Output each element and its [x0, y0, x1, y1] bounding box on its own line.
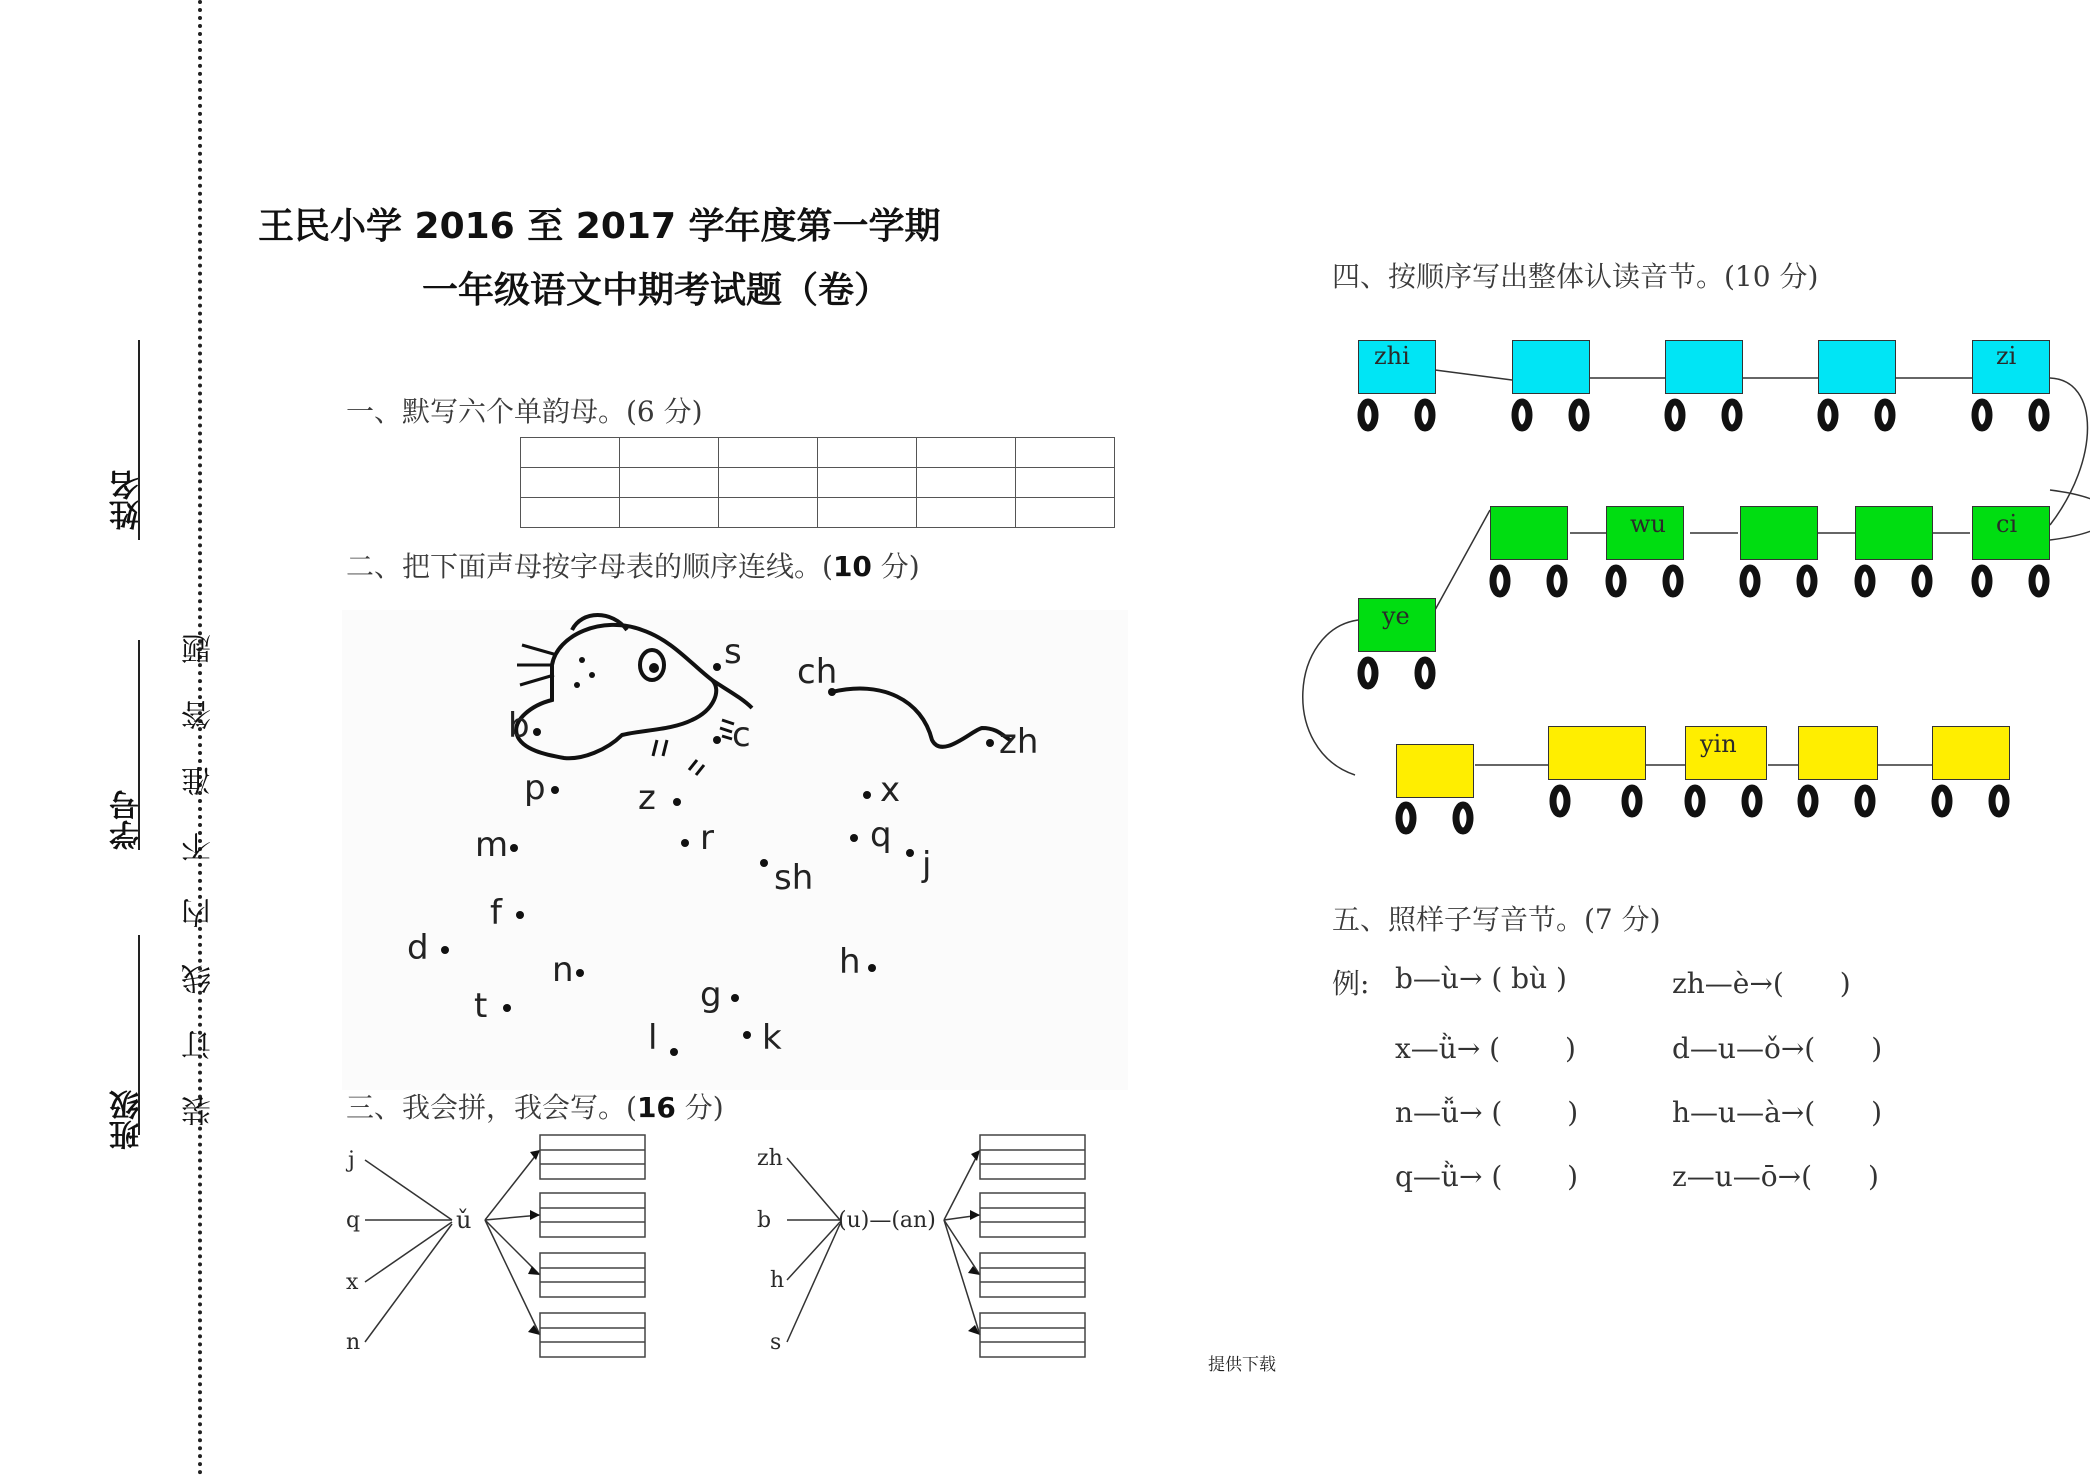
example-prefix: 例:: [1332, 967, 1370, 1000]
section3-title-text: 三、我会拼，我会写。(: [346, 1091, 637, 1124]
section3-unit: 分): [675, 1091, 724, 1124]
class-underline: [138, 935, 140, 1135]
puppy-outline: [342, 610, 1128, 1090]
section2-title: [346, 545, 920, 585]
letter-h: h: [839, 942, 861, 982]
spelling-diagram-left: [340, 1130, 660, 1370]
letter-j: j: [922, 845, 932, 885]
train-wheels: [1290, 320, 2090, 840]
letter-d: d: [407, 928, 429, 968]
spelling-diagram-right: [752, 1130, 1102, 1370]
q5-row3-left[interactable]: n—ǚ→ ( ): [1395, 1096, 1579, 1129]
car-label-ci: ci: [1996, 510, 2018, 538]
initial-q: q: [346, 1208, 361, 1233]
initial-zh: zh: [757, 1146, 783, 1171]
student-number-label: 学号: [110, 790, 145, 850]
letter-t: t: [474, 986, 488, 1026]
letter-z: z: [638, 778, 656, 818]
letter-sh: sh: [774, 858, 814, 898]
letter-m: m: [475, 825, 509, 865]
footer-text: 提供下载: [1208, 1355, 1276, 1375]
exam-title-line1: 王民小学 2016 至 2017 学年度第一学期: [258, 206, 941, 247]
train-diagram: [1290, 320, 2090, 840]
section5-title: 五、照样子写音节。(7 分): [1332, 903, 1661, 936]
q5-row1-right[interactable]: zh—è→( ): [1672, 967, 1851, 1000]
section4-title: 四、按顺序写出整体认读音节。(10 分): [1332, 260, 1819, 293]
number-underline: [138, 640, 140, 850]
car-label-zi: zi: [1996, 342, 2017, 370]
name-label: 姓名: [110, 470, 145, 530]
q5-row1-left: b—ù→ ( bù ): [1395, 962, 1567, 995]
q5-row4-right[interactable]: z—u—ō→( ): [1672, 1160, 1879, 1193]
section2-score: 10: [832, 550, 872, 583]
car-label-wu: wu: [1630, 510, 1666, 538]
letter-s: s: [724, 632, 742, 672]
letter-l: l: [648, 1018, 658, 1058]
vowel-writing-grid[interactable]: [520, 437, 1115, 528]
q5-row3-right[interactable]: h—u—à→( ): [1672, 1096, 1883, 1129]
section2-unit: 分): [871, 550, 920, 583]
letter-n: n: [552, 950, 574, 990]
initial-j: j: [348, 1148, 355, 1173]
section1-title: 一、默写六个单韵母。(6 分): [346, 395, 703, 428]
name-underline: [138, 340, 140, 540]
letter-zh: zh: [999, 722, 1039, 762]
letter-ch: ch: [797, 652, 838, 692]
letter-q: q: [870, 815, 892, 855]
letter-p: p: [524, 768, 546, 808]
letter-k: k: [762, 1018, 782, 1058]
car-label-zhi: zhi: [1374, 342, 1410, 370]
letter-c: c: [732, 715, 751, 755]
letter-b: b: [508, 706, 530, 746]
section3-title: [346, 1086, 724, 1126]
initial-b: b: [757, 1208, 772, 1233]
final-u: ǔ: [456, 1206, 472, 1234]
spelling-lines-left: [340, 1130, 660, 1370]
q5-row4-left[interactable]: q—ǜ→ ( ): [1395, 1160, 1579, 1193]
dot-to-dot-puzzle: [342, 610, 1128, 1090]
letter-g: g: [700, 975, 722, 1015]
car-label-yin: yin: [1700, 730, 1737, 758]
initial-h: h: [770, 1268, 785, 1293]
q5-row2-left[interactable]: x—ǜ→ ( ): [1395, 1032, 1576, 1065]
exam-title-line2: 一年级语文中期考试题（卷）: [422, 270, 891, 311]
class-label: 班级: [110, 1090, 145, 1150]
q5-row2-right[interactable]: d—u—ǒ→( ): [1672, 1032, 1883, 1065]
section3-score: 16: [636, 1091, 676, 1124]
letter-x: x: [880, 770, 901, 810]
letter-r: r: [700, 818, 714, 858]
initial-s: s: [770, 1330, 782, 1355]
final-uan: (u)—(an): [838, 1208, 936, 1233]
initial-n: n: [346, 1330, 361, 1355]
section2-title-text: 二、把下面声母按字母表的顺序连线。(: [346, 550, 833, 583]
letter-f: f: [490, 893, 502, 933]
binding-note: 装订线内不准答题: [182, 598, 217, 1126]
car-label-ye: ye: [1382, 602, 1410, 630]
spelling-lines-right: [752, 1130, 1102, 1370]
initial-x: x: [346, 1270, 359, 1295]
